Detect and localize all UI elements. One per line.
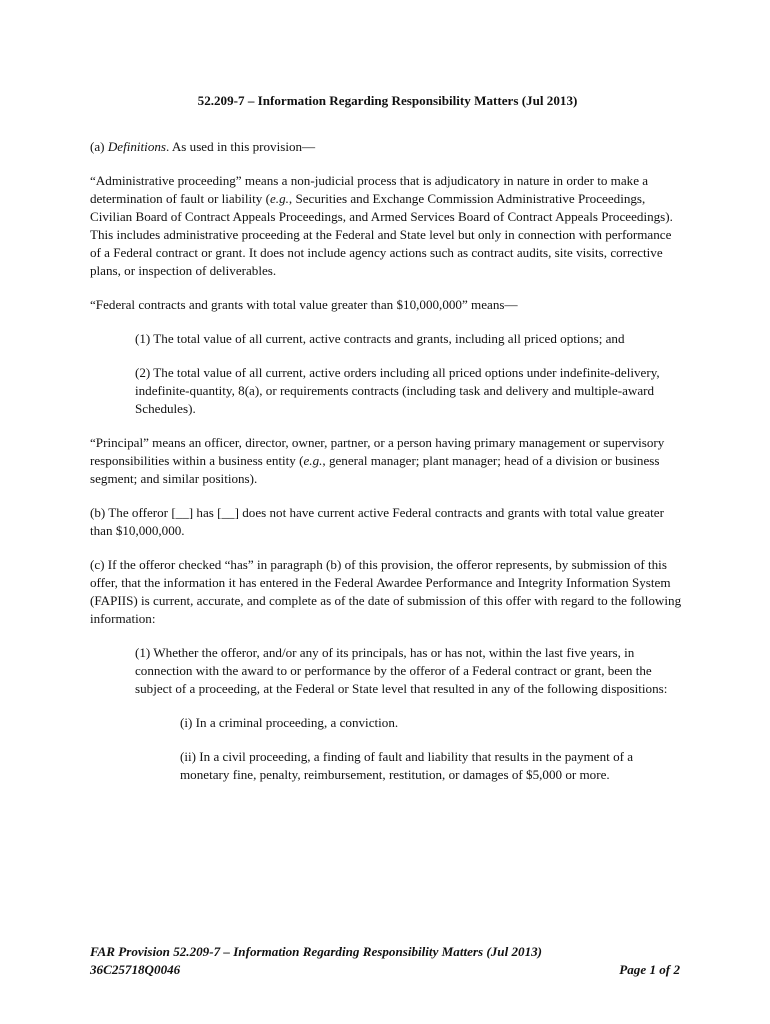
document-title: 52.209-7 – Information Regarding Responsibility Matters (Jul 2013) [197, 93, 578, 108]
federal-contracts-item-1: (1) The total value of all current, active contracts and grants, including all priced options; and [135, 331, 625, 346]
federal-contracts-definition: “Federal contracts and grants with total value greater than $10,000,000” means— [90, 297, 518, 312]
paragraph-c-1-i: (i) In a criminal proceeding, a conviction. [180, 715, 399, 730]
paragraph-c: (c) If the offeror checked “has” in paragraph (b) of this provision, the offeror represents, by submission of this offer, that the information it has entered in the Federal Awardee Performance and Integrity Information System (FAPIIS) is current, accurate, and complete as of the date of submission of this offer with regard to the following information: [90, 557, 682, 626]
paragraph-c-1: (1) Whether the offeror, and/or any of its principals, has or has not, within the last five years, in connection with the award to or performance by the offeror of a Federal contract or grant, been the subject of a proceeding, at the Federal or State level that resulted in any of the following dispositions: [135, 645, 668, 696]
federal-contracts-item-2: (2) The total value of all current, active orders including all priced options under indefinite-delivery, indefinite-quantity, 8(a), or requirements contracts (including task and delivery and multiple-award Schedules). [135, 365, 660, 416]
principal-definition [90, 434, 685, 488]
paragraph-a-lead: (a) [90, 139, 108, 154]
footer-title: FAR Provision 52.209-7 – Information Regarding Responsibility Matters (Jul 2013) [90, 944, 543, 959]
principal-def-text-2: , general manager; plant manager; head of a division or business segment; and similar positions). [90, 453, 660, 486]
admin-def-text-2: , Securities and Exchange Commission Administrative Proceedings, Civilian Board of Contract Appeals Proceedings, and Armed Services Board of Contract Appeals Proceedings). This includes administrative proceeding at the Federal and State level but only in connection with performance of a Federal contract or grant. It does not include agency actions such as contract audits, site visits, corrective plans, or inspection of deliverables. [90, 191, 673, 278]
admin-def-eg: e.g. [270, 191, 289, 206]
page-footer [90, 943, 680, 979]
principal-def-eg: e.g. [303, 453, 323, 468]
paragraph-a-rest: . As used in this provision— [166, 139, 316, 154]
solicitation-number: 36C25718Q0046 [90, 962, 181, 977]
principal-def-text-1: “Principal” means an officer, director, owner, partner, or a person having primary management or supervisory responsibilities within a business entity ( [90, 435, 665, 468]
administrative-proceeding-definition [90, 172, 685, 280]
paragraph-c-1-ii: (ii) In a civil proceeding, a finding of fault and liability that results in the payment of a monetary fine, penalty, reimbursement, restitution, or damages of $5,000 or more. [180, 749, 634, 782]
page-number: Page 1 of 2 [619, 962, 680, 977]
footer-row [90, 961, 680, 979]
admin-def-text-1: “Administrative proceeding” means a non-judicial process that is adjudicatory in nature in order to make a determination of fault or liability ( [90, 173, 649, 206]
paragraph-b: (b) The offeror [__] has [__] does not have current active Federal contracts and grants with total value greater than $10,000,000. [90, 505, 664, 538]
paragraph-a [90, 138, 685, 156]
definitions-term: Definitions [107, 139, 167, 154]
document-body [90, 92, 685, 800]
